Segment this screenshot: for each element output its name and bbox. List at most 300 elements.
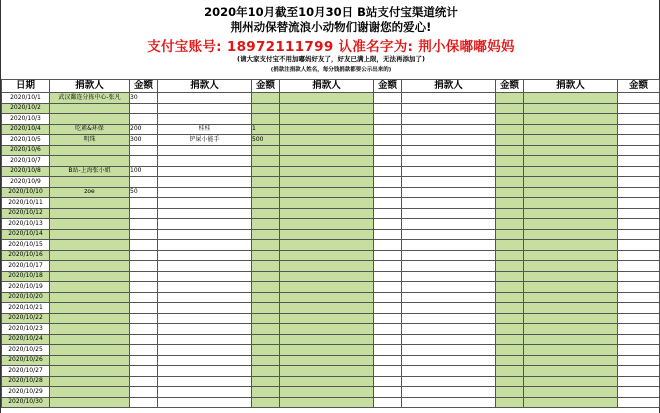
donor-name-cell[interactable] [524,198,618,209]
donor-name-cell[interactable] [402,334,496,345]
amount-cell[interactable] [252,271,280,282]
date-cell[interactable]: 2020/10/19 [2,282,50,293]
amount-cell[interactable] [374,261,402,272]
amount-cell[interactable] [618,303,660,314]
amount-cell[interactable] [252,387,280,398]
donor-name-cell[interactable] [524,313,618,324]
amount-cell[interactable] [252,376,280,387]
amount-cell[interactable] [618,376,660,387]
donor-name-cell[interactable] [158,366,252,377]
donor-name-cell[interactable] [50,282,130,293]
amount-cell[interactable] [130,261,158,272]
date-cell[interactable]: 2020/10/25 [2,345,50,356]
donor-name-cell[interactable] [158,156,252,167]
donor-name-cell[interactable] [158,103,252,114]
donor-name-cell[interactable] [158,114,252,125]
amount-cell[interactable] [130,313,158,324]
donor-name-cell[interactable] [524,292,618,303]
donor-name-cell[interactable] [50,397,130,408]
amount-cell[interactable] [496,250,524,261]
amount-cell[interactable] [252,229,280,240]
amount-cell[interactable] [374,376,402,387]
donor-name-cell[interactable] [402,198,496,209]
date-cell[interactable]: 2020/10/22 [2,313,50,324]
donor-name-cell[interactable] [50,261,130,272]
amount-cell[interactable] [374,103,402,114]
amount-cell[interactable] [496,292,524,303]
donor-name-cell[interactable] [402,261,496,272]
amount-cell[interactable] [374,166,402,177]
amount-cell[interactable] [252,103,280,114]
amount-cell[interactable] [252,334,280,345]
donor-name-cell[interactable] [402,187,496,198]
donor-name-cell[interactable] [524,324,618,335]
amount-cell[interactable] [618,271,660,282]
donor-name-cell[interactable] [158,166,252,177]
amount-cell[interactable] [374,313,402,324]
amount-cell[interactable] [496,355,524,366]
donor-name-cell[interactable] [50,313,130,324]
amount-cell[interactable] [496,387,524,398]
donor-name-cell[interactable]: 明珠 [50,135,130,146]
donor-name-cell[interactable]: 吃素&环保 [50,124,130,135]
amount-cell[interactable] [496,124,524,135]
donor-name-cell[interactable] [402,387,496,398]
amount-cell[interactable] [496,261,524,272]
donor-name-cell[interactable] [402,229,496,240]
donor-name-cell[interactable] [50,366,130,377]
donor-name-cell[interactable] [50,198,130,209]
donor-name-cell[interactable] [524,156,618,167]
amount-cell[interactable] [374,187,402,198]
donor-name-cell[interactable] [402,114,496,125]
donor-name-cell[interactable] [158,324,252,335]
donor-name-cell[interactable] [402,376,496,387]
amount-cell[interactable] [618,355,660,366]
donor-name-cell[interactable] [280,187,374,198]
amount-cell[interactable] [618,135,660,146]
donor-name-cell[interactable] [402,324,496,335]
amount-cell[interactable] [374,345,402,356]
donor-name-cell[interactable] [50,145,130,156]
donor-name-cell[interactable] [158,219,252,230]
amount-cell[interactable] [496,345,524,356]
donor-name-cell[interactable] [402,292,496,303]
amount-cell[interactable] [374,271,402,282]
amount-cell[interactable] [374,208,402,219]
donor-name-cell[interactable] [158,313,252,324]
donor-name-cell[interactable] [524,240,618,251]
amount-cell[interactable] [130,303,158,314]
donor-name-cell[interactable]: zoe [50,187,130,198]
donor-name-cell[interactable] [50,271,130,282]
amount-cell[interactable] [130,208,158,219]
amount-cell[interactable] [618,156,660,167]
amount-cell[interactable] [130,229,158,240]
donor-name-cell[interactable] [280,261,374,272]
donor-name-cell[interactable]: 铲屎小能手 [158,135,252,146]
donor-name-cell[interactable] [50,229,130,240]
donor-name-cell[interactable] [158,93,252,104]
donor-name-cell[interactable] [402,355,496,366]
donor-name-cell[interactable] [158,261,252,272]
amount-cell[interactable] [618,124,660,135]
donor-name-cell[interactable] [280,313,374,324]
donor-name-cell[interactable] [402,303,496,314]
donor-name-cell[interactable] [402,313,496,324]
amount-cell[interactable] [496,271,524,282]
donor-name-cell[interactable] [402,103,496,114]
donor-name-cell[interactable] [158,229,252,240]
amount-cell[interactable] [496,93,524,104]
donor-name-cell[interactable] [280,271,374,282]
amount-cell[interactable] [618,145,660,156]
donor-name-cell[interactable] [280,334,374,345]
date-cell[interactable]: 2020/10/9 [2,177,50,188]
amount-cell[interactable] [252,282,280,293]
donor-name-cell[interactable] [402,208,496,219]
donor-name-cell[interactable] [280,240,374,251]
donor-name-cell[interactable] [402,145,496,156]
amount-cell[interactable] [496,282,524,293]
donor-name-cell[interactable] [402,219,496,230]
amount-cell[interactable] [496,397,524,408]
amount-cell[interactable] [252,156,280,167]
amount-cell[interactable] [252,177,280,188]
donor-name-cell[interactable] [158,198,252,209]
amount-cell[interactable] [496,229,524,240]
donor-name-cell[interactable] [50,177,130,188]
donor-name-cell[interactable] [524,208,618,219]
amount-cell[interactable] [252,366,280,377]
amount-cell[interactable] [496,103,524,114]
amount-cell[interactable] [618,345,660,356]
amount-cell[interactable] [496,177,524,188]
donor-name-cell[interactable] [280,177,374,188]
donor-name-cell[interactable] [158,282,252,293]
amount-cell[interactable]: 500 [252,135,280,146]
amount-cell[interactable]: 200 [130,124,158,135]
donor-name-cell[interactable] [402,93,496,104]
amount-cell[interactable] [130,156,158,167]
donor-name-cell[interactable] [158,250,252,261]
date-cell[interactable]: 2020/10/8 [2,166,50,177]
amount-cell[interactable] [618,240,660,251]
amount-cell[interactable] [252,324,280,335]
amount-cell[interactable] [252,397,280,408]
donor-name-cell[interactable] [524,397,618,408]
donor-name-cell[interactable] [280,355,374,366]
donor-name-cell[interactable] [158,334,252,345]
date-cell[interactable]: 2020/10/5 [2,135,50,146]
donor-name-cell[interactable] [524,387,618,398]
date-cell[interactable]: 2020/10/1 [2,93,50,104]
amount-cell[interactable] [374,156,402,167]
amount-cell[interactable] [618,250,660,261]
amount-cell[interactable] [496,376,524,387]
donor-name-cell[interactable] [280,135,374,146]
amount-cell[interactable] [252,240,280,251]
donor-name-cell[interactable] [280,229,374,240]
date-cell[interactable]: 2020/10/15 [2,240,50,251]
donor-name-cell[interactable] [280,198,374,209]
amount-cell[interactable] [618,282,660,293]
amount-cell[interactable] [496,240,524,251]
amount-cell[interactable] [374,177,402,188]
amount-cell[interactable] [496,198,524,209]
amount-cell[interactable] [496,156,524,167]
donor-name-cell[interactable] [524,261,618,272]
donor-name-cell[interactable] [50,345,130,356]
donor-name-cell[interactable] [524,345,618,356]
date-cell[interactable]: 2020/10/18 [2,271,50,282]
amount-cell[interactable] [496,166,524,177]
donor-name-cell[interactable] [402,124,496,135]
donor-name-cell[interactable] [158,387,252,398]
amount-cell[interactable] [374,145,402,156]
donor-name-cell[interactable] [50,387,130,398]
donor-name-cell[interactable] [402,282,496,293]
donor-name-cell[interactable] [524,145,618,156]
donor-name-cell[interactable] [280,93,374,104]
amount-cell[interactable] [252,114,280,125]
donor-name-cell[interactable] [280,292,374,303]
amount-cell[interactable] [374,93,402,104]
donor-name-cell[interactable] [50,240,130,251]
donor-name-cell[interactable] [280,250,374,261]
amount-cell[interactable] [374,292,402,303]
amount-cell[interactable] [374,397,402,408]
donor-name-cell[interactable] [524,219,618,230]
amount-cell[interactable] [374,366,402,377]
amount-cell[interactable] [618,187,660,198]
amount-cell[interactable] [252,313,280,324]
amount-cell[interactable] [374,124,402,135]
donor-name-cell[interactable] [50,376,130,387]
donor-name-cell[interactable] [280,397,374,408]
donor-name-cell[interactable] [50,114,130,125]
donor-name-cell[interactable] [280,103,374,114]
donor-name-cell[interactable]: B站-上海张小姐 [50,166,130,177]
donor-name-cell[interactable] [158,397,252,408]
donor-name-cell[interactable] [280,156,374,167]
donor-name-cell[interactable] [280,208,374,219]
amount-cell[interactable] [618,229,660,240]
date-cell[interactable]: 2020/10/12 [2,208,50,219]
donor-name-cell[interactable] [524,166,618,177]
amount-cell[interactable] [374,135,402,146]
donor-name-cell[interactable] [158,303,252,314]
amount-cell[interactable] [496,114,524,125]
amount-cell[interactable] [130,397,158,408]
amount-cell[interactable] [252,145,280,156]
amount-cell[interactable] [496,313,524,324]
amount-cell[interactable] [252,303,280,314]
amount-cell[interactable] [618,334,660,345]
date-cell[interactable]: 2020/10/11 [2,198,50,209]
amount-cell[interactable] [374,282,402,293]
amount-cell[interactable] [130,219,158,230]
amount-cell[interactable] [496,145,524,156]
amount-cell[interactable] [130,240,158,251]
donor-name-cell[interactable] [524,355,618,366]
date-cell[interactable]: 2020/10/3 [2,114,50,125]
donor-name-cell[interactable] [524,93,618,104]
amount-cell[interactable] [374,219,402,230]
date-cell[interactable]: 2020/10/23 [2,324,50,335]
donor-name-cell[interactable] [50,303,130,314]
amount-cell[interactable] [496,187,524,198]
donor-name-cell[interactable] [50,219,130,230]
donor-name-cell[interactable] [524,229,618,240]
donor-name-cell[interactable] [280,145,374,156]
amount-cell[interactable] [130,355,158,366]
amount-cell[interactable] [496,303,524,314]
donor-name-cell[interactable] [158,376,252,387]
donor-name-cell[interactable] [280,282,374,293]
donor-name-cell[interactable] [158,271,252,282]
amount-cell[interactable] [374,114,402,125]
donor-name-cell[interactable] [402,345,496,356]
date-cell[interactable]: 2020/10/16 [2,250,50,261]
amount-cell[interactable] [252,166,280,177]
amount-cell[interactable] [618,103,660,114]
amount-cell[interactable] [496,366,524,377]
amount-cell[interactable] [374,324,402,335]
amount-cell[interactable] [618,93,660,104]
amount-cell[interactable] [130,324,158,335]
donor-name-cell[interactable] [524,135,618,146]
donor-name-cell[interactable] [524,334,618,345]
donor-name-cell[interactable] [158,345,252,356]
donor-name-cell[interactable] [524,303,618,314]
donor-name-cell[interactable] [50,324,130,335]
amount-cell[interactable] [618,208,660,219]
amount-cell[interactable] [130,114,158,125]
amount-cell[interactable] [252,292,280,303]
date-cell[interactable]: 2020/10/28 [2,376,50,387]
donor-name-cell[interactable] [524,177,618,188]
donor-name-cell[interactable] [280,114,374,125]
donor-name-cell[interactable] [402,166,496,177]
amount-cell[interactable] [618,261,660,272]
donor-name-cell[interactable] [402,250,496,261]
amount-cell[interactable] [496,334,524,345]
donor-name-cell[interactable] [524,114,618,125]
donor-name-cell[interactable] [158,292,252,303]
donor-name-cell[interactable] [280,387,374,398]
amount-cell[interactable] [252,208,280,219]
donor-name-cell[interactable] [158,355,252,366]
date-cell[interactable]: 2020/10/29 [2,387,50,398]
amount-cell[interactable] [618,198,660,209]
amount-cell[interactable] [374,240,402,251]
date-cell[interactable]: 2020/10/4 [2,124,50,135]
amount-cell[interactable] [618,114,660,125]
donor-name-cell[interactable] [402,135,496,146]
donor-name-cell[interactable] [280,219,374,230]
date-cell[interactable]: 2020/10/30 [2,397,50,408]
donor-name-cell[interactable] [50,334,130,345]
amount-cell[interactable] [374,250,402,261]
amount-cell[interactable] [252,219,280,230]
donor-name-cell[interactable] [524,124,618,135]
date-cell[interactable]: 2020/10/13 [2,219,50,230]
amount-cell[interactable] [130,250,158,261]
donor-name-cell[interactable] [524,271,618,282]
donor-name-cell[interactable] [50,156,130,167]
amount-cell[interactable] [252,187,280,198]
donor-name-cell[interactable] [280,376,374,387]
amount-cell[interactable] [496,135,524,146]
amount-cell[interactable] [618,292,660,303]
donor-name-cell[interactable] [280,124,374,135]
amount-cell[interactable] [252,345,280,356]
donor-name-cell[interactable] [50,250,130,261]
amount-cell[interactable] [130,376,158,387]
amount-cell[interactable] [130,345,158,356]
date-cell[interactable]: 2020/10/26 [2,355,50,366]
amount-cell[interactable] [618,324,660,335]
donor-name-cell[interactable] [402,397,496,408]
amount-cell[interactable] [130,103,158,114]
donor-name-cell[interactable] [524,366,618,377]
donor-name-cell[interactable] [158,145,252,156]
donor-name-cell[interactable] [158,187,252,198]
amount-cell[interactable]: 30 [130,93,158,104]
amount-cell[interactable]: 100 [130,166,158,177]
date-cell[interactable]: 2020/10/20 [2,292,50,303]
date-cell[interactable]: 2020/10/24 [2,334,50,345]
amount-cell[interactable] [496,208,524,219]
donor-name-cell[interactable] [50,355,130,366]
amount-cell[interactable] [130,282,158,293]
amount-cell[interactable] [374,387,402,398]
amount-cell[interactable] [618,397,660,408]
date-cell[interactable]: 2020/10/2 [2,103,50,114]
date-cell[interactable]: 2020/10/27 [2,366,50,377]
donor-name-cell[interactable] [50,208,130,219]
donor-name-cell[interactable] [50,103,130,114]
amount-cell[interactable] [374,229,402,240]
donor-name-cell[interactable] [280,166,374,177]
donor-name-cell[interactable] [402,366,496,377]
amount-cell[interactable] [252,93,280,104]
donor-name-cell[interactable] [524,103,618,114]
donor-name-cell[interactable] [402,177,496,188]
amount-cell[interactable] [130,366,158,377]
amount-cell[interactable] [130,177,158,188]
amount-cell[interactable] [374,303,402,314]
donor-name-cell[interactable] [280,366,374,377]
donor-name-cell[interactable] [402,156,496,167]
amount-cell[interactable] [130,387,158,398]
amount-cell[interactable] [496,324,524,335]
donor-name-cell[interactable] [280,324,374,335]
amount-cell[interactable] [252,261,280,272]
date-cell[interactable]: 2020/10/7 [2,156,50,167]
donor-name-cell[interactable] [524,250,618,261]
donor-name-cell[interactable] [402,271,496,282]
amount-cell[interactable] [374,198,402,209]
amount-cell[interactable] [618,313,660,324]
donor-name-cell[interactable] [158,240,252,251]
amount-cell[interactable] [252,198,280,209]
amount-cell[interactable] [130,198,158,209]
amount-cell[interactable] [374,355,402,366]
amount-cell[interactable] [252,250,280,261]
donor-name-cell[interactable]: 桂桂 [158,124,252,135]
